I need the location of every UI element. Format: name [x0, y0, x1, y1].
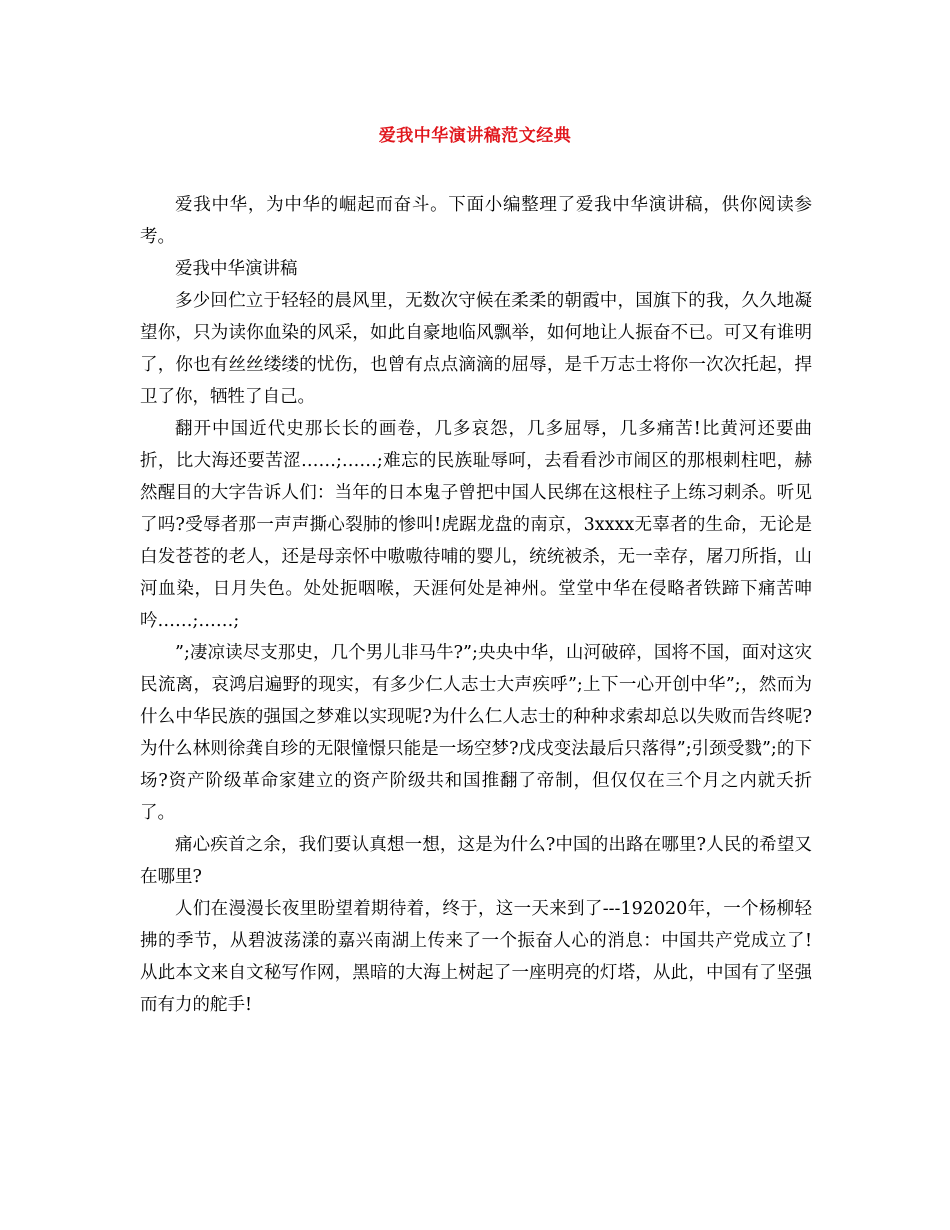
paragraph: 痛心疾首之余，我们要认真想一想，这是为什么?中国的出路在哪里?人民的希望又在哪里?: [140, 835, 812, 887]
paragraph: 多少回伫立于轻轻的晨风里，无数次守候在柔柔的朝霞中，国旗下的我，久久地凝望你，只为读你血染的风采，如此自豪地临风飘举，如何地让人振奋不已。可又有谁明了，你也有丝丝缕缕的忧伤，也曾有点点滴滴的屈辱，是千万志士将你一次次托起，捍卫了你，牺牲了自己。: [140, 291, 812, 407]
document-body: [140, 189, 812, 1021]
paragraph: ”;凄凉读尽支那史，几个男儿非马牛?”;央央中华，山河破碎，国将不国，面对这灾民流离，哀鸿启遍野的现实，有多少仁人志士大声疾呼”;上下一心开创中华”;，然而为什么中华民族的强国之梦难以实现呢?为什么仁人志士的种种求索却总以失败而告终呢?为什么林则徐龚自珍的无限憧憬只能是一场空梦?戊戌变法最后只落得”;引颈受戮”;的下场?资产阶级革命家建立的资产阶级共和国推翻了帝制，但仅仅在三个月之内就夭折了。: [140, 643, 812, 823]
paragraph: 人们在漫漫长夜里盼望着期待着，终于，这一天来到了---192020年，一个杨柳轻拂的季节，从碧波荡漾的嘉兴南湖上传来了一个振奋人心的消息：中国共产党成立了!从此本文来自文秘写作网，黑暗的大海上树起了一座明亮的灯塔，从此，中国有了坚强而有力的舵手!: [140, 899, 812, 1015]
paragraph-intro: 爱我中华，为中华的崛起而奋斗。下面小编整理了爱我中华演讲稿，供你阅读参考。: [140, 195, 812, 247]
section-heading: 爱我中华演讲稿: [175, 259, 298, 279]
document-title: 爱我中华演讲稿范文经典: [378, 126, 572, 146]
paragraph: 翻开中国近代史那长长的画卷，几多哀怨，几多屈辱，几多痛苦!比黄河还要曲折，比大海还要苦涩……;……;难忘的民族耻辱呵，去看看沙市闹区的那根刺柱吧，赫然醒目的大字告诉人们：当年的日本鬼子曾把中国人民绑在这根柱子上练习刺杀。听见了吗?受辱者那一声声撕心裂肺的惨叫!虎踞龙盘的南京，3xxxx无辜者的生命，无论是白发苍苍的老人，还是母亲怀中嗷嗷待哺的婴儿，统统被杀，无一幸存，屠刀所指，山河血染，日月失色。处处扼咽喉，天涯何处是神州。堂堂中华在侵略者铁蹄下痛苦呻吟……;……;: [140, 419, 812, 631]
